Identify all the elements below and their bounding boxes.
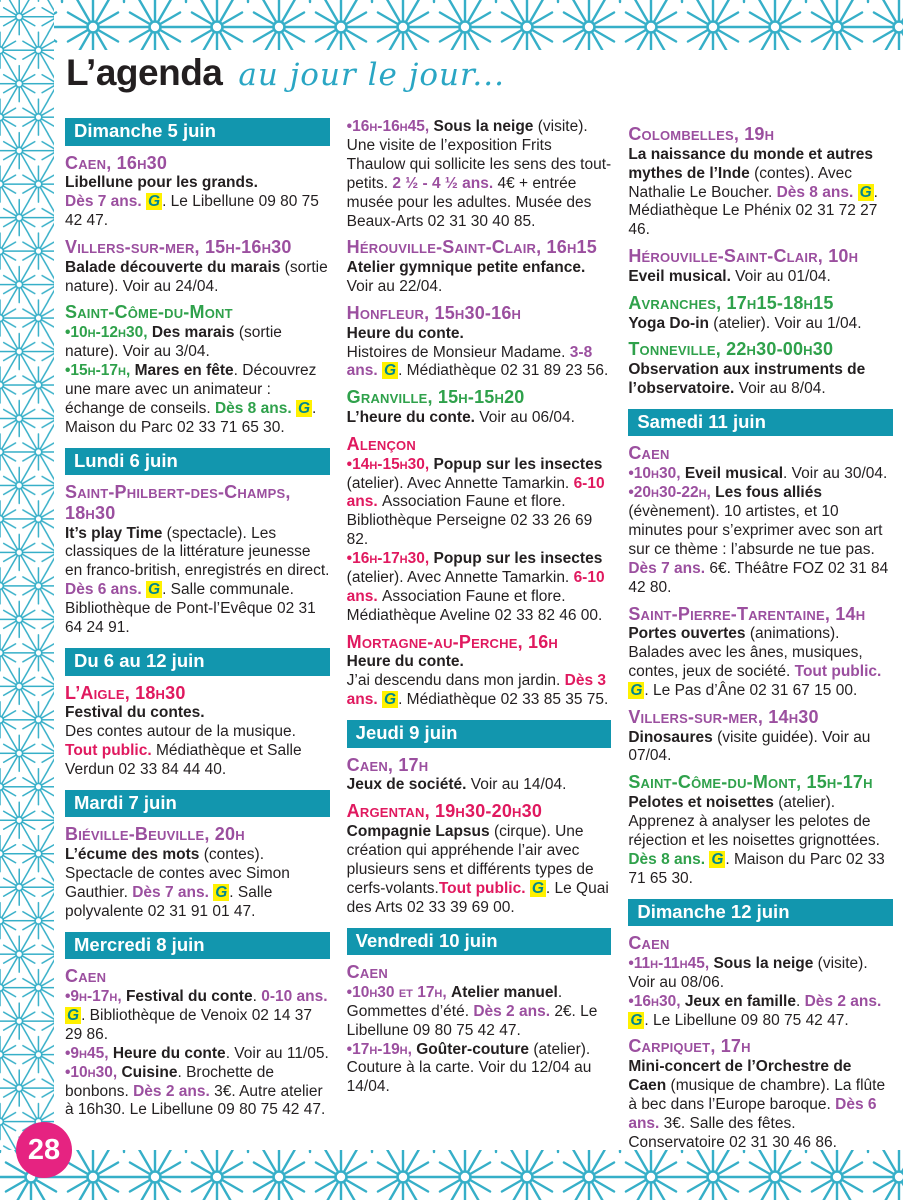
time-label: •10h30 et 17h, bbox=[346, 983, 451, 1001]
age-label: Dès 2 ans. bbox=[804, 992, 882, 1010]
text-segment: . bbox=[252, 987, 262, 1005]
age-label: Tout public. bbox=[438, 879, 530, 897]
event-text bbox=[628, 794, 893, 889]
event-title: Atelier manuel bbox=[451, 983, 558, 1001]
event-title: Dinosaures bbox=[628, 728, 713, 746]
event-text bbox=[65, 704, 330, 723]
event bbox=[628, 707, 893, 767]
event bbox=[347, 303, 612, 381]
text-segment: . Le Libellune 09 80 75 42 47. bbox=[644, 1011, 849, 1029]
gratuit-badge: G bbox=[859, 183, 872, 201]
event-text bbox=[65, 174, 330, 193]
age-label: 6-10 ans. bbox=[346, 569, 605, 605]
event-text bbox=[628, 729, 893, 767]
event-text bbox=[347, 776, 612, 795]
text-segment: Association Faune et flore. Bibliothèque Perseigne 02 33 26 69 82. bbox=[346, 493, 593, 549]
event-text bbox=[347, 984, 612, 1041]
text-segment: (musique de chambre). La flûte à bec dans l’Europe baroque. bbox=[628, 1077, 886, 1113]
text-segment: 3€. Autre atelier à 16h30. Le Libellune 09 80 75 42 47. bbox=[65, 1082, 326, 1119]
event-text bbox=[628, 361, 893, 399]
city-heading: Biéville-Beuville, 20h bbox=[65, 824, 245, 845]
event bbox=[628, 1036, 893, 1152]
text-segment: . Médiathèque Le Phénix 02 31 72 27 46. bbox=[628, 183, 878, 239]
gratuit-badge: G bbox=[148, 581, 161, 599]
city-heading: Hérouville-Saint-Clair, 10h bbox=[628, 246, 859, 267]
time-label: •16h-17h30, bbox=[346, 550, 434, 568]
age-label: Dès 2 ans. bbox=[473, 1002, 555, 1020]
event-title: Popup sur les insectes bbox=[433, 455, 603, 473]
event bbox=[628, 339, 893, 399]
text-segment: . Maison du Parc 02 33 71 65 30. bbox=[628, 850, 885, 887]
event-text bbox=[347, 344, 612, 382]
event-text bbox=[65, 988, 330, 1045]
city-heading: Caen, 16h30 bbox=[65, 152, 168, 173]
event-text bbox=[347, 1041, 612, 1098]
city-heading: Saint-Côme-du-Mont, 15h-17h bbox=[628, 772, 873, 793]
age-label: 3-8 ans. bbox=[346, 343, 593, 380]
text-segment: (spectacle). Les classiques de la littérature jeunesse en franco-british, enregistrés en direct. bbox=[65, 524, 330, 580]
text-segment: Association Faune et flore. Médiathèque Aveline 02 33 82 46 00. bbox=[346, 587, 603, 624]
city-heading: Saint-Pierre-Tarentaine, 14h bbox=[628, 603, 866, 624]
event bbox=[628, 772, 893, 888]
text-segment: (cirque). Une création qui appréhende l’air avec plusieurs sens et différents types de cerfs-volants. bbox=[346, 823, 594, 897]
event-title: Heure du conte. bbox=[346, 324, 464, 342]
text-segment: . Gommettes d’été. bbox=[346, 983, 563, 1020]
event-text bbox=[628, 146, 893, 241]
event-text bbox=[628, 993, 893, 1031]
text-segment: (sortie nature). Voir au 24/04. bbox=[65, 258, 328, 295]
event bbox=[65, 153, 330, 231]
event-text bbox=[347, 672, 612, 710]
age-label: Dès 7 ans. bbox=[132, 883, 214, 901]
event-text bbox=[628, 625, 893, 701]
text-segment: . Salle polyvalente 02 31 91 01 47. bbox=[65, 883, 273, 920]
text-segment: . Le Quai des Arts 02 33 39 69 00. bbox=[346, 879, 609, 916]
city-heading: Argentan, 19h30-20h30 bbox=[346, 801, 543, 822]
time-label: •10h30, bbox=[65, 1063, 122, 1081]
date-banner: Jeudi 9 juin bbox=[347, 720, 612, 748]
text-segment: (atelier). Avec Annette Tamarkin. bbox=[346, 474, 574, 492]
text-segment: (visite guidée). Voir au 07/04. bbox=[628, 728, 871, 765]
city-heading: Villers-sur-mer, 15h-16h30 bbox=[65, 236, 292, 257]
time-label: •9h45, bbox=[65, 1044, 113, 1062]
event bbox=[65, 237, 330, 297]
age-label: 6-10 ans. bbox=[346, 474, 605, 511]
event-text bbox=[347, 653, 612, 672]
event-title: Compagnie Lapsus bbox=[346, 823, 490, 841]
event-title: Yoga Do-in bbox=[628, 314, 709, 332]
event-text bbox=[628, 1058, 893, 1153]
page-subtitle: au jour le jour... bbox=[238, 57, 505, 93]
date-banner: Mardi 7 juin bbox=[65, 790, 330, 818]
event-title: Balade découverte du marais bbox=[65, 258, 281, 276]
event bbox=[65, 683, 330, 780]
time-label: •17h-19h, bbox=[346, 1040, 417, 1058]
city-heading: Villers-sur-mer, 14h30 bbox=[628, 706, 819, 727]
event bbox=[65, 302, 330, 437]
age-label: Dès 3 ans. bbox=[346, 672, 607, 709]
city-heading: Avranches, 17h15-18h15 bbox=[628, 292, 834, 313]
city-heading: Honfleur, 15h30-16h bbox=[346, 302, 522, 323]
event-title: Festival du contes. bbox=[65, 704, 205, 722]
event bbox=[347, 962, 612, 1097]
event-title: Eveil musical. bbox=[628, 267, 731, 285]
text-segment: Voir au 06/04. bbox=[475, 409, 575, 427]
event bbox=[65, 966, 330, 1120]
text-segment: (évènement). 10 artistes, et 10 minutes pour s’exprimer avec son art sur ce thème : l’absurde ne tue pas. bbox=[628, 502, 883, 558]
event-title: Jeux en famille bbox=[684, 992, 796, 1010]
date-banner: Vendredi 10 juin bbox=[347, 928, 612, 956]
city-heading: Saint-Côme-du-Mont bbox=[65, 302, 233, 323]
gratuit-badge: G bbox=[384, 362, 397, 380]
text-segment: (atelier). Voir au 1/04. bbox=[709, 314, 862, 332]
age-label: Dès 7 ans. bbox=[65, 193, 146, 211]
event-title: Cuisine bbox=[121, 1063, 178, 1081]
text-segment: . Voir au 11/05. bbox=[225, 1044, 329, 1062]
text-segment: . Bibliothèque de Venoix 02 14 37 29 86. bbox=[65, 1006, 313, 1043]
date-banner: Dimanche 12 juin bbox=[628, 899, 893, 927]
gratuit-badge: G bbox=[630, 681, 643, 699]
event bbox=[628, 246, 893, 287]
event bbox=[628, 604, 893, 701]
text-segment: (contes). Spectacle de contes avec Simon Gauthier. bbox=[65, 846, 290, 901]
event-text bbox=[347, 325, 612, 344]
text-segment: . Médiathèque 02 31 89 23 56. bbox=[398, 362, 609, 380]
event-text bbox=[628, 484, 893, 597]
age-label: 2 ½ - 4 ½ ans. bbox=[392, 174, 498, 192]
text-segment: (atelier). Apprenez à analyser les pelotes de réjection et les noisettes grignottées. bbox=[628, 794, 880, 849]
event-title: Pelotes et noisettes bbox=[628, 794, 774, 811]
date-banner: Du 6 au 12 juin bbox=[65, 648, 330, 676]
event-text bbox=[347, 550, 612, 626]
city-heading: Caen bbox=[65, 966, 107, 987]
event-title: Atelier gymnique petite enfance. bbox=[346, 259, 586, 277]
event-text bbox=[347, 456, 612, 551]
event bbox=[628, 443, 893, 597]
event bbox=[347, 801, 612, 917]
text-segment: . Le Pas d’Âne 02 31 67 15 00. bbox=[644, 681, 858, 699]
event-text bbox=[65, 1045, 330, 1064]
age-label: 0-10 ans. bbox=[261, 987, 328, 1005]
time-label: •9h-17h, bbox=[65, 987, 126, 1005]
city-heading: Tonneville, 22h30-00h30 bbox=[628, 339, 834, 360]
page-number-badge bbox=[16, 1122, 72, 1178]
page-number: 28 bbox=[27, 1133, 61, 1166]
event-title: L’écume des mots bbox=[65, 846, 200, 864]
city-heading: Caen bbox=[346, 962, 388, 983]
event-title: Heure du conte. bbox=[346, 653, 464, 671]
city-heading: Granville, 15h-15h20 bbox=[346, 387, 525, 408]
city-heading: Caen, 17h bbox=[346, 754, 429, 775]
text-segment: 2€. Le Libellune 09 80 75 42 47. bbox=[346, 1002, 598, 1039]
text-segment: Des contes autour de la musique. bbox=[65, 723, 296, 741]
age-label: Dès 8 ans. bbox=[776, 183, 858, 201]
gratuit-badge: G bbox=[297, 399, 310, 417]
text-segment: Voir au 8/04. bbox=[734, 380, 826, 397]
time-label: •16h30, bbox=[628, 992, 685, 1010]
text-segment: 4€ + entrée musée pour les adultes. Musée des Beaux-Arts 02 31 30 40 85. bbox=[346, 174, 592, 230]
text-segment: . Brochette de bonbons. bbox=[65, 1063, 274, 1100]
event-title: It’s play Time bbox=[65, 524, 163, 542]
text-segment: . Médiathèque 02 33 85 35 75. bbox=[398, 691, 609, 709]
text-segment: (visite). Voir au 08/06. bbox=[628, 954, 868, 991]
event-text bbox=[65, 846, 330, 922]
event bbox=[628, 933, 893, 1030]
date-banner: Samedi 11 juin bbox=[628, 409, 893, 437]
event-title: Eveil musical bbox=[684, 465, 784, 483]
event-text bbox=[65, 1064, 330, 1121]
text-segment: . Le Libellune 09 80 75 42 47. bbox=[65, 193, 319, 230]
event-text bbox=[628, 465, 893, 484]
asanoha-pattern-top-border bbox=[0, 0, 903, 50]
event-text bbox=[65, 525, 330, 638]
city-heading: Carpiquet, 17h bbox=[628, 1036, 751, 1057]
event-title: Des marais bbox=[151, 324, 235, 342]
date-banner: Mercredi 8 juin bbox=[65, 932, 330, 960]
event-title: Libellune pour les grands. bbox=[65, 174, 258, 192]
text-segment: . Découvrez une mare avec un animateur : échange de conseils. bbox=[65, 361, 317, 417]
text-segment: (contes). Avec Nathalie Le Boucher. bbox=[628, 164, 853, 201]
text-segment: Voir au 22/04. bbox=[346, 278, 443, 296]
event bbox=[628, 124, 893, 240]
event bbox=[65, 482, 330, 638]
text-segment: 6€. Théâtre FOZ 02 31 84 42 80. bbox=[628, 559, 889, 596]
text-segment: . Voir au 30/04. bbox=[783, 465, 888, 483]
gratuit-badge: G bbox=[531, 879, 544, 897]
time-label: •10h30, bbox=[628, 465, 685, 483]
gratuit-badge: G bbox=[711, 850, 724, 868]
event-text bbox=[65, 324, 330, 362]
event-title: Goûter-couture bbox=[416, 1040, 530, 1058]
event-title: La naissance du monde et autres mythes de l’Inde bbox=[628, 145, 873, 182]
time-label: •10h-12h30, bbox=[65, 324, 152, 342]
city-heading: Caen bbox=[628, 443, 670, 464]
event-text bbox=[65, 259, 330, 297]
gratuit-badge: G bbox=[67, 1006, 80, 1024]
city-heading: Alençon bbox=[346, 433, 416, 454]
gratuit-badge: G bbox=[148, 193, 161, 211]
age-label: Tout public. bbox=[65, 742, 156, 760]
event-title: Portes ouvertes bbox=[628, 625, 746, 643]
text-segment: 3€. Salle des fêtes. Conservatoire 02 31 30 46 86. bbox=[628, 1114, 837, 1151]
text-segment: (sortie nature). Voir au 3/04. bbox=[65, 324, 282, 361]
event bbox=[65, 824, 330, 921]
header bbox=[66, 52, 505, 94]
event-text bbox=[628, 315, 893, 334]
city-heading: Hérouville-Saint-Clair, 16h15 bbox=[346, 237, 597, 258]
column-3 bbox=[628, 118, 893, 1159]
event-text bbox=[347, 409, 612, 428]
event-title: L’heure du conte. bbox=[346, 409, 475, 427]
event-title: Mares en fête bbox=[134, 361, 234, 379]
text-segment: (animations). Balades avec les ânes, musiques, contes, jeux de société. bbox=[628, 625, 863, 680]
age-label: Dès 8 ans. bbox=[628, 850, 710, 868]
event-text bbox=[347, 259, 612, 297]
age-label: Dès 7 ans. bbox=[628, 559, 710, 577]
asanoha-pattern-left-border bbox=[0, 0, 54, 1200]
city-heading: L’Aigle, 18h30 bbox=[65, 682, 186, 703]
text-segment: Voir au 14/04. bbox=[466, 776, 567, 794]
city-heading: Caen bbox=[628, 933, 670, 954]
text-segment: Médiathèque et Salle Verdun 02 33 84 44 40. bbox=[65, 742, 302, 778]
time-label: •15h-17h, bbox=[65, 361, 135, 379]
text-segment: . bbox=[795, 992, 805, 1010]
event bbox=[347, 632, 612, 710]
event bbox=[347, 237, 612, 297]
event-title: Mini-concert de l’Orchestre de Caen bbox=[628, 1058, 852, 1094]
event bbox=[347, 434, 612, 626]
text-segment: (visite). Une visite de l’exposition Frits Thaulow qui sollicite les sens des tout-petits. bbox=[346, 118, 612, 192]
gratuit-badge: G bbox=[384, 691, 397, 709]
event-title: Observation aux instruments de l’observatoire. bbox=[628, 361, 866, 397]
column-1 bbox=[65, 118, 330, 1159]
text-segment: (atelier). Avec Annette Tamarkin. bbox=[346, 569, 574, 587]
event bbox=[628, 293, 893, 334]
event-text bbox=[65, 723, 330, 780]
event-text bbox=[628, 955, 893, 993]
text-segment: Voir au 01/04. bbox=[730, 267, 831, 285]
event-text bbox=[65, 193, 330, 231]
date-banner: Dimanche 5 juin bbox=[65, 118, 330, 146]
event-title: Festival du conte bbox=[125, 987, 253, 1005]
event-text bbox=[347, 118, 612, 231]
time-label: •11h-11h45, bbox=[628, 954, 714, 972]
text-segment: Histoires de Monsieur Madame. bbox=[346, 343, 570, 361]
event-title: Popup sur les insectes bbox=[433, 550, 603, 568]
city-heading: Colombelles, 19h bbox=[628, 124, 775, 144]
age-label: Tout public. bbox=[794, 663, 882, 680]
city-heading: Saint-Philbert-des-Champs, 18h30 bbox=[65, 482, 291, 523]
age-label: Dès 8 ans. bbox=[214, 399, 296, 417]
time-label: •20h30-22h, bbox=[628, 484, 716, 502]
event-title: Jeux de société. bbox=[346, 776, 467, 794]
event bbox=[347, 118, 612, 231]
city-heading: Mortagne-au-Perche, 16h bbox=[346, 631, 558, 652]
event-text bbox=[628, 268, 893, 287]
event-title: Heure du conte bbox=[112, 1044, 226, 1062]
event-text bbox=[65, 362, 330, 438]
event-title: Sous la neige bbox=[713, 954, 814, 972]
event-title: Les fous alliés bbox=[715, 484, 822, 502]
event bbox=[347, 755, 612, 796]
event-text bbox=[347, 823, 612, 918]
date-banner: Lundi 6 juin bbox=[65, 448, 330, 476]
age-label: Dès 6 ans. bbox=[65, 581, 146, 599]
age-label: Dès 2 ans. bbox=[133, 1082, 215, 1100]
time-label: •14h-15h30, bbox=[346, 455, 434, 473]
text-segment: . Salle communale. Bibliothèque de Pont-l’Evêque 02 31 64 24 91. bbox=[65, 581, 316, 637]
gratuit-badge: G bbox=[630, 1011, 643, 1029]
text-segment: J’ai descendu dans mon jardin. bbox=[346, 672, 565, 690]
event bbox=[347, 387, 612, 428]
text-segment: (atelier). Couture à la carte. Voir du 12/04 au 14/04. bbox=[346, 1040, 592, 1096]
gratuit-badge: G bbox=[215, 883, 228, 901]
page-title: L’agenda bbox=[66, 52, 223, 93]
column-2 bbox=[347, 118, 612, 1159]
text-segment: . Maison du Parc 02 33 71 65 30. bbox=[65, 399, 317, 436]
event-title: Sous la neige bbox=[433, 118, 534, 135]
time-label: •16h-16h45, bbox=[346, 118, 434, 135]
agenda-columns bbox=[65, 118, 893, 1159]
age-label: Dès 6 ans. bbox=[628, 1095, 877, 1132]
